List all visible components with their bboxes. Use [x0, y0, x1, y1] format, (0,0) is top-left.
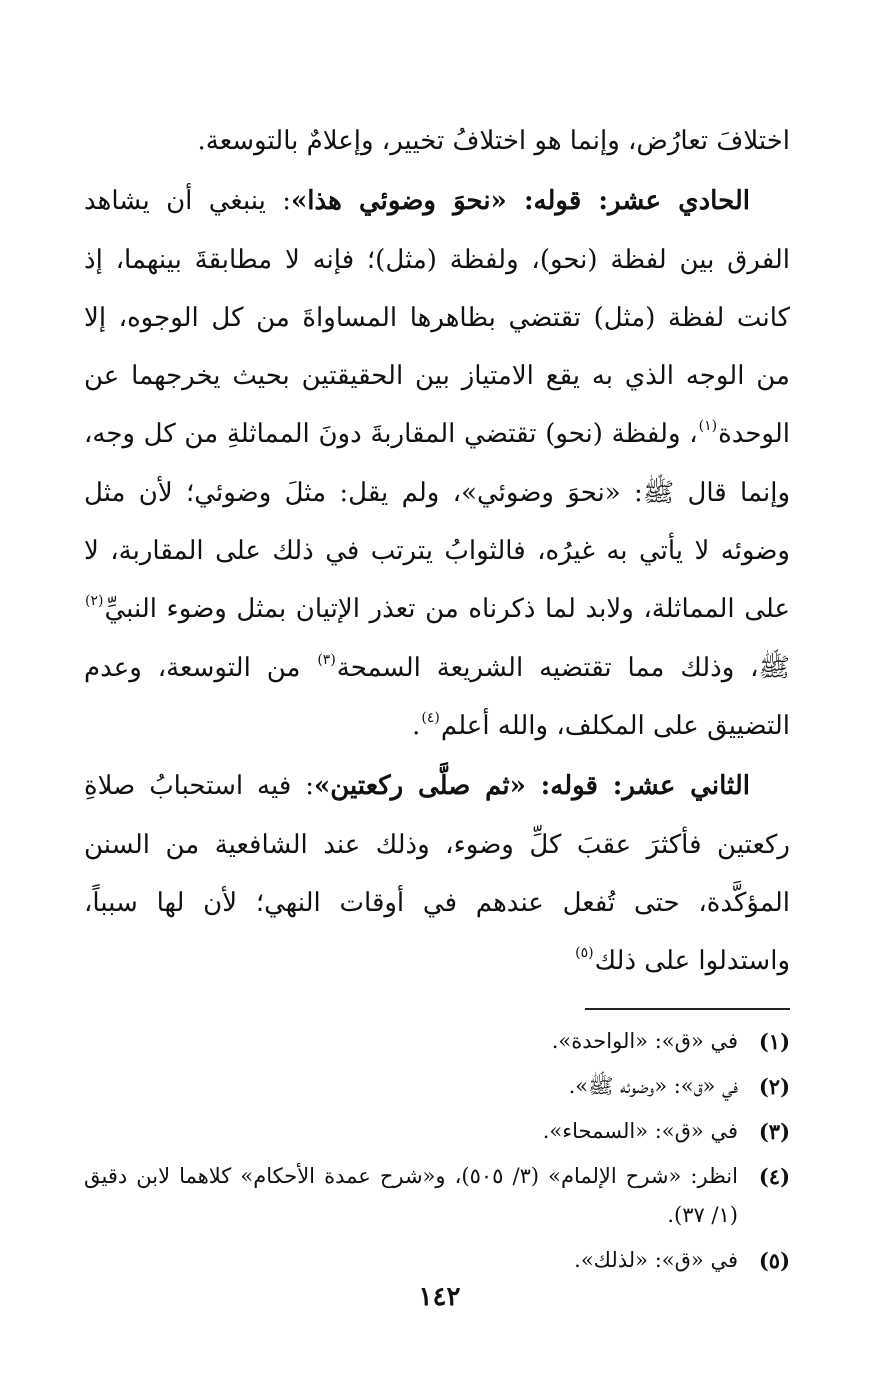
footnote-ref[interactable]: (٢)	[85, 593, 104, 610]
footnote-number: (١)	[758, 1029, 790, 1055]
hadith-quote: «نحوَ وضوئي هذا»	[291, 186, 507, 217]
footnote-item	[84, 1241, 790, 1280]
footnote-item	[84, 1157, 790, 1235]
paragraph-text: ، ولفظة (نحو) تقتضي المقاربةَ دونَ المماثلةِ من كل وجه، وإنما قال ﷺ: «نحوَ وضوئي»، ولم يقل: مثلَ وضوئي؛ لأن مثل وضوئه لا يأتي به غيرُه، فالثوابُ يترتب في ذلك على المقاربة، لا على المماثلة، ولابد لما ذكرناه من تعذر الإتيان بمثل وضوء النبيِّ	[84, 419, 790, 625]
hadith-quote: «ثم صلَّى ركعتين»	[314, 771, 526, 802]
paragraph-text: : فيه استحبابُ صلاةِ ركعتين فأكثرَ عقبَ كلِّ وضوء، وذلك عند الشافعية من السنن المؤكَّدة، حتى تُفعل عندهم في أوقات النهي؛ لأن لها سبباً، واستدلوا على ذلك	[84, 771, 790, 977]
paragraph-continuation	[84, 112, 790, 170]
footnote-ref[interactable]: (١)	[698, 418, 718, 435]
paragraph-text: : ينبغي أن يشاهد الفرق بين لفظة (نحو)، ولفظة (مثل)؛ فإنه لا مطابقةَ بينهما، إذ كانت لفظة (مثل) تقتضي بظاهرها المساواةَ من كل الوجوه، إلا من الوجه الذي به يقع الامتياز بين الحقيقتين بحيث يخرجهما عن الوحدة	[84, 186, 790, 450]
footnote-text: في «ق»: «وضوئه ﷺ».	[568, 1074, 738, 1099]
footnote-text: في «ق»: «لذلك».	[574, 1248, 738, 1273]
paragraph-twelfth	[84, 757, 790, 990]
footnote-item	[84, 1022, 790, 1061]
footnote-text: في «ق»: «السمحاء».	[542, 1119, 738, 1144]
paragraph-text: ﷺ، وذلك مما تقتضيه الشريعة السمحة	[336, 652, 790, 683]
paragraph-text: اختلافَ تعارُض، وإنما هو اختلافُ تخيير، وإعلامٌ بالتوسعة.	[197, 126, 790, 156]
footnote-separator	[585, 1008, 790, 1010]
paragraph-text: .	[412, 710, 421, 741]
footnote-number: (٥)	[758, 1248, 790, 1274]
footnote-ref[interactable]: (٥)	[575, 945, 594, 962]
footnote-number: (٤)	[758, 1164, 790, 1190]
paragraph-text: من التوسعة، وعدم التضييق على المكلف، والله أعلم	[84, 652, 790, 741]
footnote-number: (٢)	[758, 1074, 790, 1100]
book-page	[84, 112, 790, 1322]
section-label: الحادي عشر: قوله:	[506, 186, 750, 217]
paragraph-eleventh	[84, 172, 790, 755]
footnote-item	[84, 1067, 790, 1106]
footnote-number: (٣)	[758, 1119, 790, 1145]
footnote-ref[interactable]: (٣)	[317, 651, 336, 668]
footnote-ref[interactable]: (٤)	[421, 709, 440, 726]
main-text	[84, 112, 790, 990]
footnote-item	[84, 1112, 790, 1151]
footnote-text: في «ق»: «الواحدة».	[551, 1029, 738, 1054]
footnote-text: انظر: «شرح الإلمام» (٣/ ٥٠٥)، و«شرح عمدة الأحكام» كلاهما لابن دقيق (١/ ٣٧).	[84, 1164, 738, 1228]
page-number: ١٤٢	[418, 1282, 461, 1312]
footnotes	[84, 1022, 790, 1280]
section-label: الثاني عشر: قوله:	[525, 771, 750, 802]
